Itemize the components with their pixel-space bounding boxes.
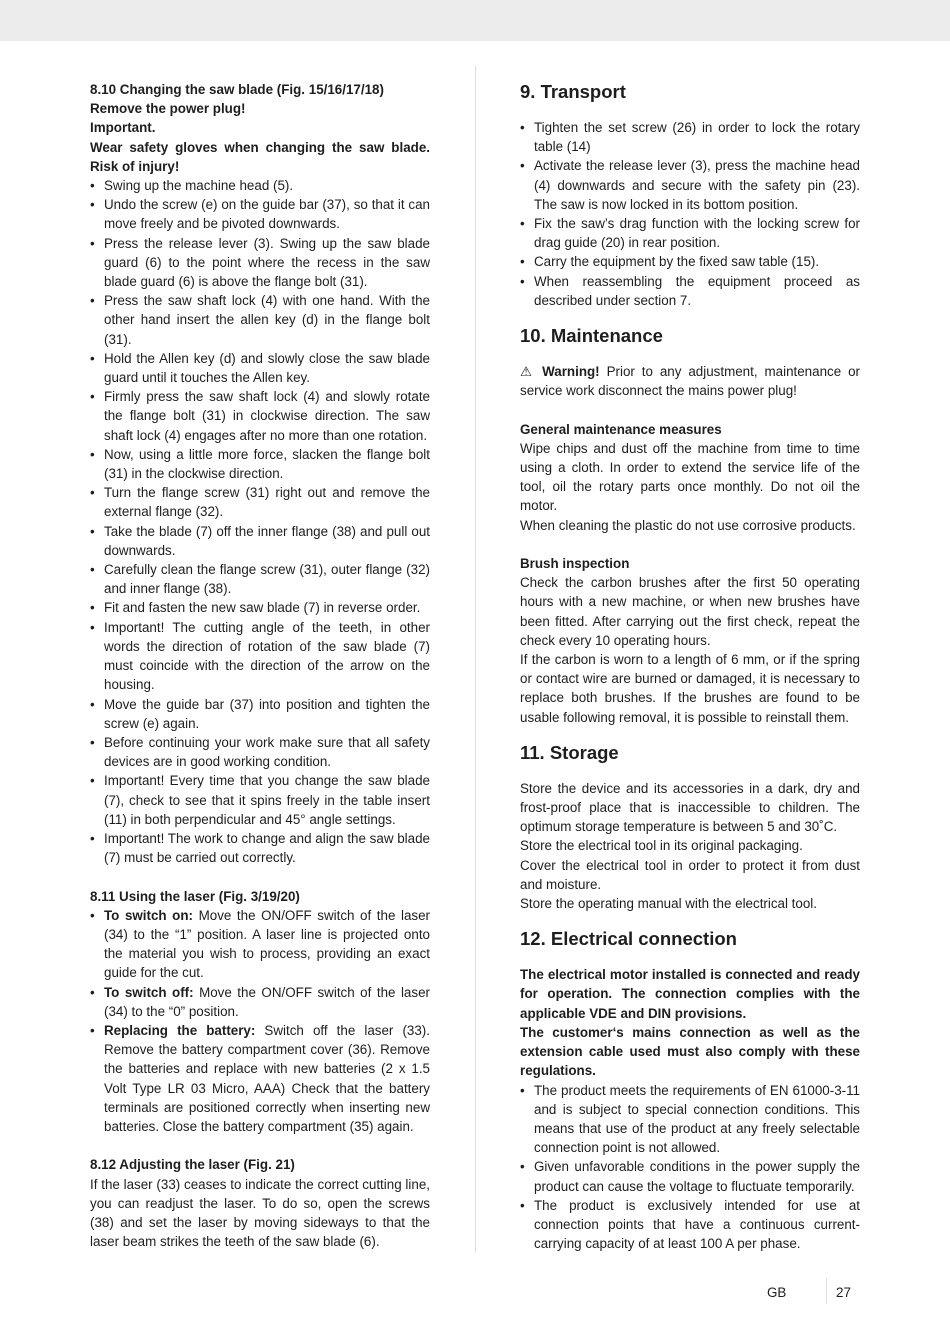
list-item: • Important! The cutting angle of the teeth, in other words the direction of rotation of the saw blade (7) must coincide with the direction of the arrow on the housing. (90, 618, 430, 695)
section-8-11-title: 8.11 Using the laser (Fig. 3/19/20) (90, 888, 300, 904)
list-item: • Carry the equipment by the fixed saw table (15). (520, 252, 860, 271)
section-8-12-title: 8.12 Adjusting the laser (Fig. 21) (90, 1157, 295, 1173)
brush-inspection-text-1: Check the carbon brushes after the first 50 operating hours with a new machine, or when new brushes have been fitted. After carrying out the first check, repeat the check every 10 operating hours. (520, 575, 860, 648)
list-item: • Firmly press the saw shaft lock (4) and slowly rotate the flange bolt (31) in clockwise direction. The saw shaft lock (4) engages after no more than one rotation. (90, 387, 430, 445)
list-item: • Tighten the set screw (26) in order to lock the rotary table (14) (520, 118, 860, 156)
warning-label: Warning! (542, 364, 600, 380)
list-item: • Press the release lever (3). Swing up the saw blade guard (6) to the point where the recess in the saw blade guard (6) is above the flange bolt (31). (90, 234, 430, 292)
list-item: • Take the blade (7) off the inner flange (38) and pull out downwards. (90, 522, 430, 560)
storage-text-1: Store the device and its accessories in a dark, dry and frost-proof place that is inaccessible to children. The optimum storage temperature is between 5 and 30˚C. (520, 780, 860, 835)
warning-text: Prior to any adjustment, maintenance or service work disconnect the mains power plug! (520, 364, 860, 399)
list-item: • Important! The work to change and align the saw blade (7) must be carried out correctly. (90, 829, 430, 867)
blade-change-steps (90, 176, 430, 867)
list-item: • The product meets the requirements of EN 61000-3-11 and is subject to special connection conditions. This means that use of the product at any freely selectable connection point is not allowed. (520, 1081, 860, 1158)
column-divider (475, 66, 476, 1252)
electrical-list (520, 1081, 860, 1254)
important-note: Important. (90, 120, 156, 136)
laser-adjust-text: If the laser (33) ceases to indicate the correct cutting line, you can readjust the laser. To do so, open the screws (38) and set the laser by moving sideways to that the laser beam strikes the teeth of the saw blade (6). (90, 1176, 430, 1250)
list-item: • Activate the release lever (3), press the machine head (4) downwards and secure with the safety pin (23). The saw is now locked in its bottom position. (520, 156, 860, 214)
list-item: • Before continuing your work make sure that all safety devices are in good working condition. (90, 733, 430, 771)
switch-on-label: To switch on: (104, 907, 194, 923)
storage-heading: 11. Storage (520, 741, 619, 763)
list-item: • Fix the saw’s drag function with the locking screw for drag guide (20) in rear position. (520, 214, 860, 252)
list-item: • Carefully clean the flange screw (31), outer flange (32) and inner flange (38). (90, 560, 430, 598)
language-label: GB (767, 1285, 787, 1300)
electrical-bold-2: The customer‘s mains connection as well as the extension cable used must also comply with these regulations. (520, 1024, 860, 1079)
list-item: • Hold the Allen key (d) and slowly close the saw blade guard until it touches the Allen key. (90, 349, 430, 387)
list-item: • Swing up the machine head (5). (90, 176, 430, 195)
right-column (520, 80, 860, 1253)
maintenance-warning (520, 362, 860, 400)
list-item: • Important! Every time that you change the saw blade (7), check to see that it spins freely in the table insert (11) in both perpendicular and 45° angle settings. (90, 771, 430, 829)
footer-divider (826, 1278, 827, 1304)
battery-text: Switch off the laser (33). Remove the battery compartment cover (36). Remove the batteries and replace with new batteries (2 x 1.5 Volt Type LR 03 Micro, AAA) Check that the battery terminals are positioned correctly when inserting new batteries. Close the battery compartment (35) again. (104, 1022, 430, 1134)
switch-off-text: Move the ON/OFF switch of the laser (34) to the “0” position. (104, 984, 430, 1019)
list-item: • Turn the flange screw (31) right out and remove the external flange (32). (90, 483, 430, 521)
list-item (90, 906, 430, 983)
laser-usage-list (90, 906, 430, 1136)
list-item: • Given unfavorable conditions in the power supply the product can cause the voltage to fluctuate temporarily. (520, 1157, 860, 1195)
remove-plug-note: Remove the power plug! (90, 101, 246, 117)
gloves-warning: Wear safety gloves when changing the saw blade. Risk of injury! (90, 139, 430, 174)
page-number: 27 (836, 1285, 851, 1300)
list-item: • Fit and fasten the new saw blade (7) in reverse order. (90, 598, 430, 617)
section-8-10-title: 8.10 Changing the saw blade (Fig. 15/16/17/18) (90, 82, 384, 97)
brush-inspection-text-2: If the carbon is worn to a length of 6 mm, or if the spring or contact wire are burned or damaged, it is necessary to replace both brushes. If the brushes are found to be usable following removal, it is possible to reinstall them. (520, 652, 860, 725)
list-item: • Now, using a little more force, slacken the flange bolt (31) in the clockwise direction. (90, 445, 430, 483)
brush-inspection-heading: Brush inspection (520, 556, 630, 572)
list-item: • Undo the screw (e) on the guide bar (37), so that it can move freely and be pivoted downwards. (90, 195, 430, 233)
maintenance-heading: 10. Maintenance (520, 325, 663, 347)
electrical-heading: 12. Electrical connection (520, 928, 737, 950)
list-item: • Press the saw shaft lock (4) with one hand. With the other hand insert the allen key (d) in the flange bolt (31). (90, 291, 430, 349)
list-item (90, 1021, 430, 1136)
switch-off-label: To switch off: (104, 984, 194, 1000)
warning-triangle-icon: ⚠ (520, 364, 536, 380)
list-item: • When reassembling the equipment proceed as described under section 7. (520, 272, 860, 310)
switch-on-text: Move the ON/OFF switch of the laser (34) to the “1” position. A laser line is projected onto the material you wish to process, providing an exact guide for the cut. (104, 907, 430, 981)
general-maintenance-heading: General maintenance measures (520, 421, 722, 437)
transport-list (520, 118, 860, 310)
left-column (90, 80, 430, 1251)
list-item: • Move the guide bar (37) into position and tighten the screw (e) again. (90, 695, 430, 733)
storage-text-4: Store the operating manual with the electrical tool. (520, 896, 817, 912)
general-maintenance-text: Wipe chips and dust off the machine from time to time using a cloth. In order to extend the service life of the tool, oil the rotary parts once monthly. Do not oil the motor. (520, 440, 860, 514)
list-item (90, 983, 430, 1021)
storage-text-2: Store the electrical tool in its original packaging. (520, 838, 803, 854)
transport-heading: 9. Transport (520, 81, 626, 102)
storage-text-3: Cover the electrical tool in order to protect it from dust and moisture. (520, 857, 860, 892)
plastic-cleaning-text: When cleaning the plastic do not use corrosive products. (520, 517, 856, 533)
top-band (0, 0, 950, 41)
list-item: • The product is exclusively intended for use at connection points that have a continuous current-carrying capacity of at least 100 A per phase. (520, 1196, 860, 1254)
battery-label: Replacing the battery: (104, 1022, 256, 1038)
electrical-bold-1: The electrical motor installed is connected and ready for operation. The connection complies with the applicable VDE and DIN provisions. (520, 967, 860, 1021)
